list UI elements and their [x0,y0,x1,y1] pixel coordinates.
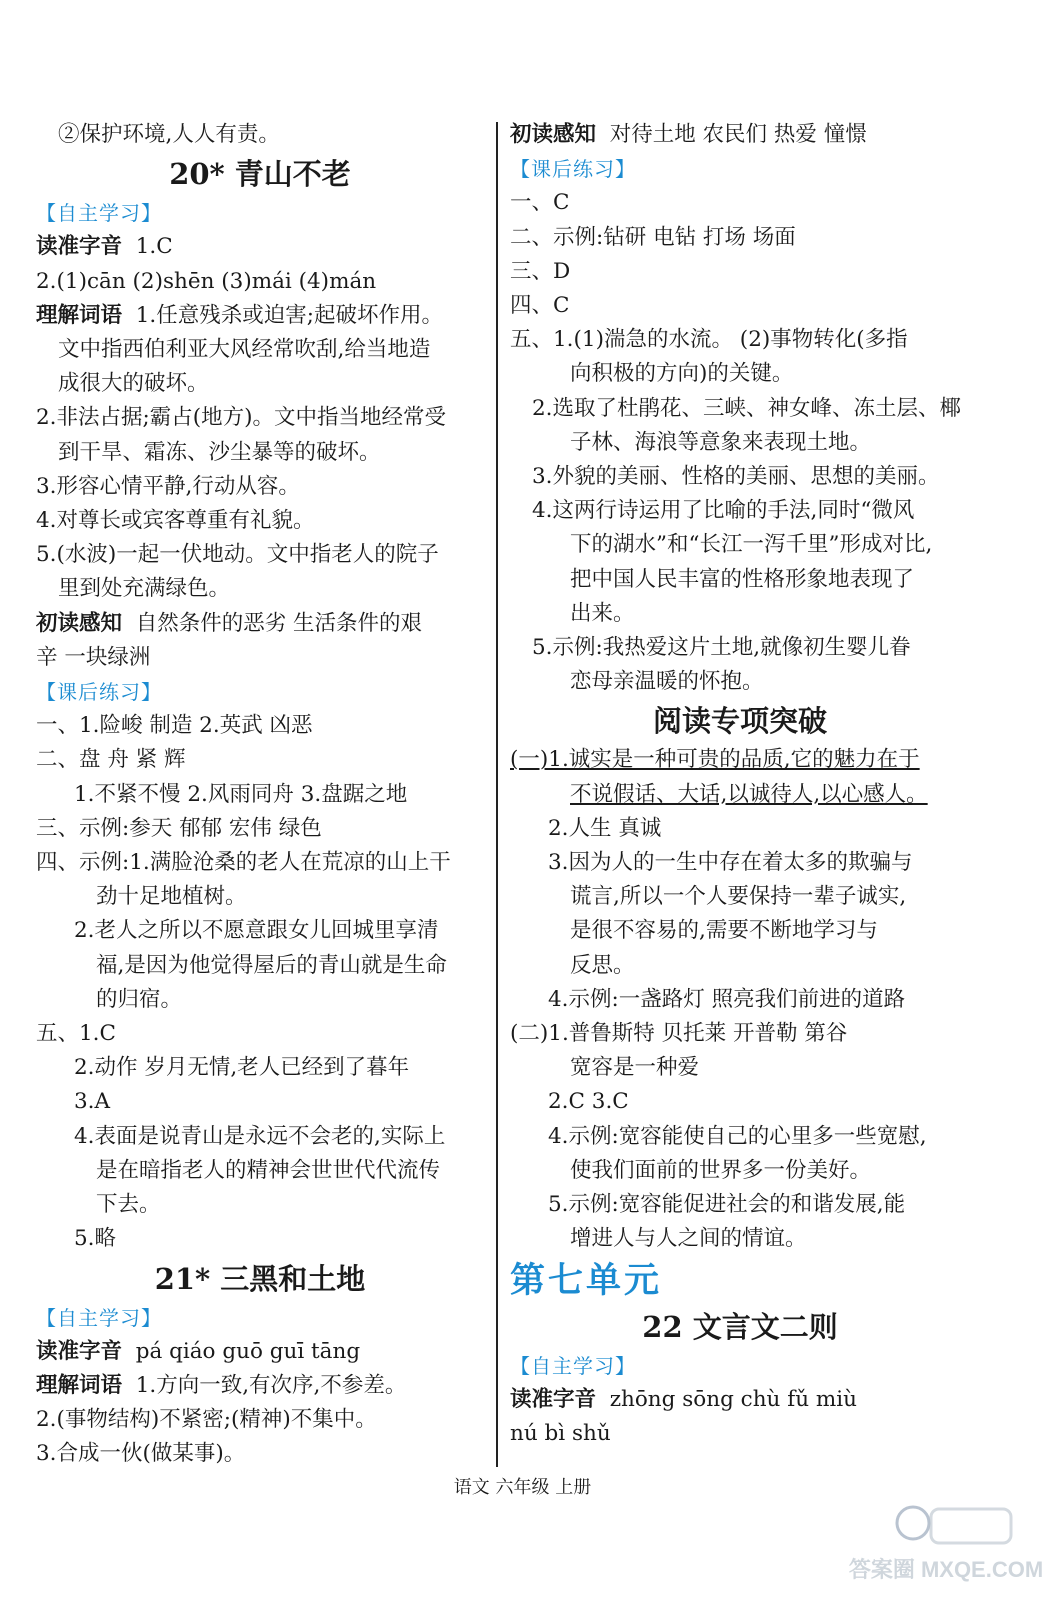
lesson-22-title: 22 文言文二则 [642,1309,838,1344]
text-line: 初读感知 对待土地 农民们 热爱 憧憬 [510,122,867,147]
text-line: 出来。 [570,600,635,626]
text-line: 读准字音 zhōng sōng chù fǔ miù [510,1386,857,1412]
text-line: 向积极的方向)的关键。 [570,361,794,387]
text-line: 5.略 [74,1226,117,1252]
text-line: 1.不紧不慢 2.风雨同舟 3.盘踞之地 [74,781,408,807]
text-line: ②保护环境,人人有责。 [58,122,280,147]
text-line: 的归宿。 [96,986,183,1012]
text-line: 反思。 [570,952,635,978]
column-divider [496,122,498,1467]
watermark-logo [848,1485,1044,1590]
text-line: 3.形容心情平静,行动从容。 [36,473,300,499]
text-line: 三、示例:参天 郁郁 宏伟 绿色 [36,815,322,841]
text-line: 五、1.C [36,1021,116,1047]
text-line: 2.选取了杜鹃花、三峡、神女峰、冻土层、椰 [532,395,962,421]
text-line: 3.合成一伙(做某事)。 [36,1441,246,1467]
section-header: 【自主学习】 [510,1353,636,1378]
text-line: 2.(事物结构)不紧密;(精神)不集中。 [36,1407,377,1433]
text-line: 一、1.险峻 制造 2.英武 凶恶 [36,713,313,739]
lesson-21-title: 21* 三黑和土地 [154,1261,366,1296]
text-line: 五、1.(1)湍急的水流。 (2)事物转化(多指 [510,327,908,353]
text-line: 宽容是一种爱 [570,1055,700,1081]
section-header: 【自主学习】 [36,201,162,226]
section-header: 【自主学习】 [36,1305,162,1330]
text-line: 劲十足地植树。 [96,884,247,910]
text-line: 子林、海浪等意象来表现土地。 [570,429,872,455]
text-line: 到干旱、霜冻、沙尘暴等的破坏。 [58,439,381,465]
text-line: 是在暗指老人的精神会世世代代流传 [96,1157,441,1183]
text-line: 初读感知 自然条件的恶劣 生活条件的艰 [36,610,423,636]
text-line: 一、C [510,190,570,216]
text-line: 2.(1)cān (2)shēn (3)mái (4)mán [36,268,377,294]
text-line: 恋母亲温暖的怀抱。 [570,669,764,695]
text-line: 4.示例:宽容能使自己的心里多一些宽慰, [548,1123,927,1149]
reading-section-title: 阅读专项突破 [652,704,827,739]
text-line: 辛 一块绿洲 [36,644,151,670]
text-line: 3.因为人的一生中存在着太多的欺骗与 [548,850,913,876]
text-line: 5.示例:我热爱这片土地,就像初生婴儿眷 [532,635,911,661]
text-line: 二、示例:钻研 电钻 打场 场面 [510,224,796,250]
left-column [36,118,484,1472]
text-line: 5.示例:宽容能促进社会的和谐发展,能 [548,1192,906,1218]
section-header: 【课后练习】 [510,157,636,182]
text-line: 是很不容易的,需要不断地学习与 [570,918,878,944]
text-line: 四、示例:1.满脸沧桑的老人在荒凉的山上干 [36,850,451,876]
text-line: 5.(水波)一起一伏地动。文中指老人的院子 [36,542,439,568]
text-line: 把中国人民丰富的性格形象地表现了 [570,566,915,592]
text-line: 2.动作 岁月无情,老人已经到了暮年 [74,1055,410,1081]
text-line: 成很大的破坏。 [58,371,209,397]
text-line: 里到处充满绿色。 [58,576,231,602]
page-footer: 语文 六年级 上册 [453,1477,592,1498]
text-line: nú bì shǔ [510,1420,611,1446]
unit-7-heading: 第七单元 [510,1260,663,1301]
text-line: 谎言,所以一个人要保持一辈子诚实, [570,884,907,910]
text-line: 文中指西伯利亚大风经常吹刮,给当地造 [58,337,431,363]
text-line: (二)1.普鲁斯特 贝托莱 开普勒 第谷 [510,1021,848,1047]
text-line: 4.表面是说青山是永远不会老的,实际上 [74,1123,446,1149]
text-line: 读准字音 1.C [36,234,173,260]
text-line: 2.非法占据;霸占(地方)。文中指当地经常受 [36,405,447,431]
text-line: 4.对尊长或宾客尊重有礼貌。 [36,508,315,534]
text-line: 下的湖水”和“长江一泻千里”形成对比, [570,532,933,558]
text-line: 下去。 [96,1192,161,1218]
text-line: 2.人生 真诚 [548,815,662,841]
text-line: 2.C 3.C [548,1089,629,1115]
text-line: 3.外貌的美丽、性格的美丽、思想的美丽。 [532,464,940,490]
right-column [510,118,970,1451]
section-header: 【课后练习】 [36,680,162,705]
text-line: 读准字音 pá qiáo guō guī tāng [36,1338,361,1364]
text-line: 理解词语 1.任意残杀或迫害;起破坏作用。 [36,302,443,328]
watermark-text: 答案圈 MXQE.COM [848,1557,1044,1582]
text-line: 使我们面前的世界多一份美好。 [570,1157,872,1183]
text-line: 3.A [74,1089,111,1115]
text-line: (一)1.诚实是一种可贵的品质,它的魅力在于 [510,747,920,773]
text-line: 不说假话、大话,以诚待人,以心感人。 [570,781,928,807]
text-line: 4.这两行诗运用了比喻的手法,同时“微风 [532,498,915,524]
text-line: 理解词语 1.方向一致,有次序,不参差。 [36,1372,407,1398]
text-line: 二、盘 舟 紧 辉 [36,747,186,773]
text-line: 四、C [510,293,570,319]
text-line: 三、D [510,258,571,284]
text-line: 增进人与人之间的情谊。 [570,1226,807,1252]
text-line: 4.示例:一盏路灯 照亮我们前进的道路 [548,986,906,1012]
lesson-20-title: 20* 青山不老 [169,157,351,192]
text-line: 2.老人之所以不愿意跟女儿回城里享清 [74,918,439,944]
text-line: 福,是因为他觉得屋后的青山就是生命 [96,952,447,978]
